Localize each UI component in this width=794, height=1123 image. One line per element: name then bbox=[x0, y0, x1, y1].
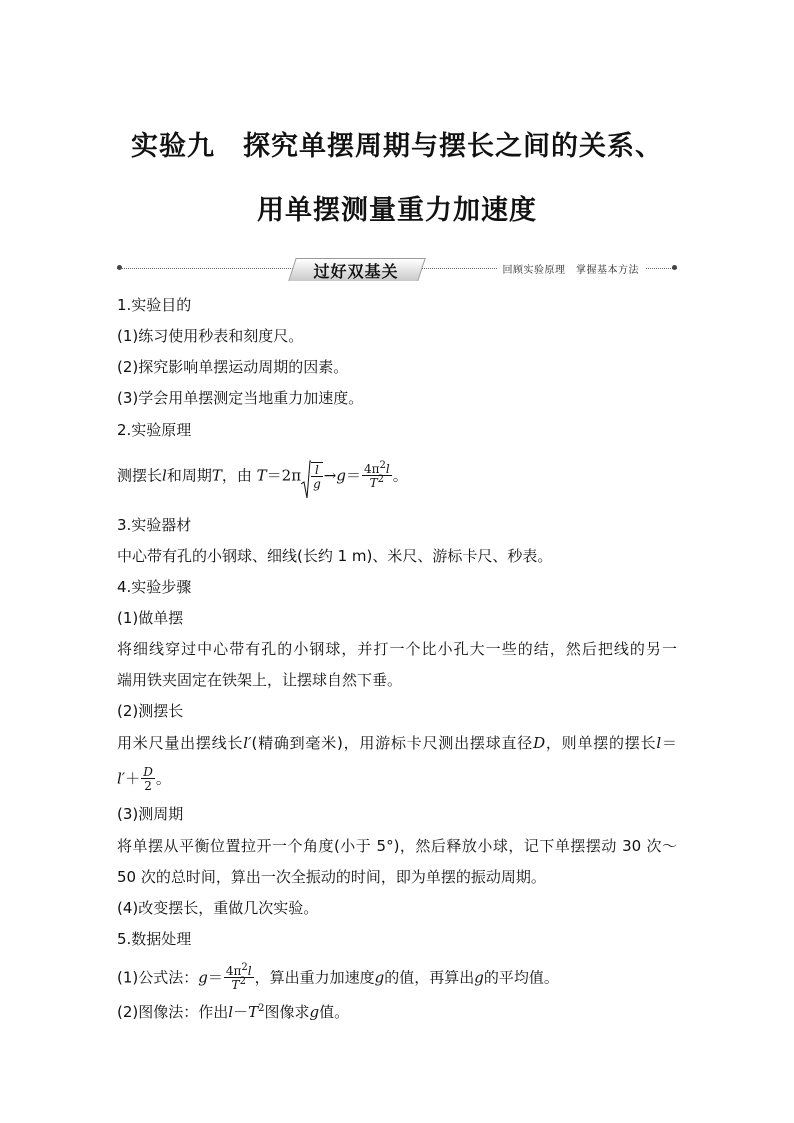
section-2-principle: 测摆长l和周期T，由 T＝2π $\frac{l}{g}$ →g＝ $\frac{4\pi^2l}{T^2}$ 。 bbox=[117, 462, 408, 490]
step-4-text: (4)改变摆长，重做几次实验。 bbox=[117, 899, 319, 917]
step-3-text-line-1: 将单摆从平衡位置拉开一个角度(小于 5°)，然后释放小球，记下单摆摆动 30 次～ bbox=[117, 837, 677, 855]
banner-left-dot bbox=[117, 265, 122, 270]
section-4-heading: 4.实验步骤 bbox=[117, 578, 192, 596]
step-2-heading: (2)测摆长 bbox=[117, 702, 184, 720]
step-3-heading: (3)测周期 bbox=[117, 805, 184, 823]
section-5-heading: 5.数据处理 bbox=[117, 930, 192, 948]
banner-label: 过好双基关 bbox=[313, 262, 399, 281]
var-l: l bbox=[162, 466, 167, 485]
step-3-text-line-2: 50 次的总时间，算出一次全振动的时间，即为单摆的振动周期。 bbox=[117, 868, 546, 886]
section-3-text: 中心带有孔的小钢球、细线(长约 1 m)、米尺、游标卡尺、秒表。 bbox=[117, 547, 553, 565]
step-1-heading: (1)做单摆 bbox=[117, 609, 184, 627]
fraction-4pi2l-over-T2: $\frac{4\pi^2l}{T^2}$ bbox=[363, 460, 390, 490]
fraction-D-over-2: $\frac{D}{2}$ bbox=[143, 765, 153, 793]
fraction-4pi2l-over-T2-method: $\frac{4\pi^2l}{T^2}$ bbox=[225, 962, 252, 992]
method-2-graph: (2)图像法：作出$l-T^2$图像求g值。 bbox=[117, 1003, 350, 1021]
section-1-item-1: (1)练习使用秒表和刻度尺。 bbox=[117, 327, 304, 345]
step-2-text-line-2: l′＋ $\frac{D}{2}$ 。 bbox=[117, 765, 171, 793]
step-1-text-line-1: 将细线穿过中心带有孔的小钢球，并打一个比小孔大一些的结，然后把线的另一 bbox=[117, 640, 677, 658]
section-1-item-3: (3)学会用单摆测定当地重力加速度。 bbox=[117, 389, 364, 407]
page-title-line-2: 用单摆测量重力加速度 bbox=[257, 195, 537, 226]
experiment-number: 实验九 bbox=[131, 131, 215, 162]
banner-subtitle: 回顾实验原理 掌握基本方法 bbox=[497, 261, 646, 276]
experiment-title-part-1: 探究单摆周期与摆长之间的关系、 bbox=[243, 131, 663, 162]
step-2-text-line-1: 用米尺量出摆线长l′(精确到毫米)，用游标卡尺测出摆球直径D，则单摆的摆长l＝ bbox=[117, 734, 677, 752]
arrow: → bbox=[323, 466, 337, 485]
section-2-heading: 2.实验原理 bbox=[117, 421, 192, 439]
section-1-item-2: (2)探究影响单摆运动周期的因素。 bbox=[117, 358, 349, 376]
var-T: T bbox=[211, 466, 222, 485]
section-banner bbox=[117, 258, 677, 280]
banner-right-dot bbox=[672, 265, 677, 270]
radical-sign bbox=[301, 460, 311, 500]
section-3-heading: 3.实验器材 bbox=[117, 516, 192, 534]
method-1-formula: (1)公式法：g＝ $\frac{4\pi^2l}{T^2}$ ，算出重力加速度g的值，再算出g的平均值。 bbox=[117, 962, 559, 992]
section-1-heading: 1.实验目的 bbox=[117, 296, 192, 314]
sqrt-l-over-g: $\frac{l}{g}$ bbox=[301, 462, 324, 490]
step-1-text-line-2: 端用铁夹固定在铁架上，让摆球自然下垂。 bbox=[117, 671, 403, 689]
page-title-line-1 bbox=[0, 124, 794, 163]
